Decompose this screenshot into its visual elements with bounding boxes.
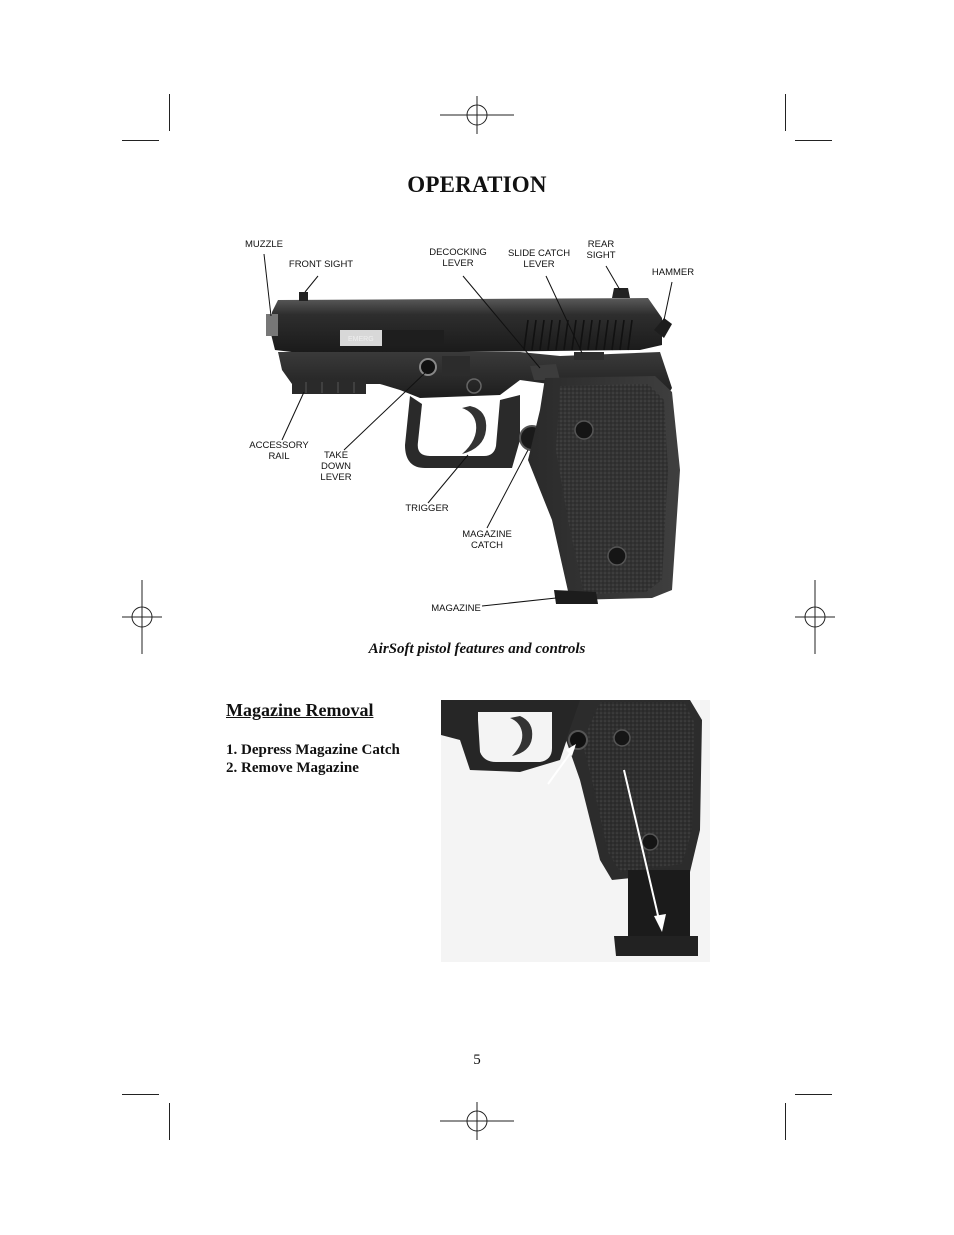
label-hammer: HAMMER: [651, 267, 695, 278]
label-rear-sight-line1: REAR: [587, 239, 615, 250]
label-accessory-line1: ACCESSORY: [249, 440, 309, 451]
section-title-magazine-removal: Magazine Removal: [226, 700, 374, 720]
slide-marking-text: EMERG: [348, 336, 374, 343]
label-mag-catch-line1: MAGAZINE: [462, 529, 512, 540]
label-slide-catch-line1: SLIDE CATCH: [507, 248, 571, 259]
step-item: 2. Remove Magazine: [226, 760, 359, 776]
label-decocking-line1: DECOCKING: [429, 247, 487, 258]
label-mag-catch-line2: CATCH: [470, 540, 504, 551]
label-slide-catch-line2: LEVER: [523, 259, 555, 270]
label-rear-sight-line2: SIGHT: [586, 250, 616, 261]
label-takedown-line2: DOWN: [320, 461, 352, 472]
label-front-sight: FRONT SIGHT: [288, 259, 354, 270]
label-muzzle: MUZZLE: [245, 239, 283, 250]
label-magazine: MAGAZINE: [431, 603, 481, 614]
label-trigger: TRIGGER: [405, 503, 449, 514]
label-decocking-line2: LEVER: [442, 258, 474, 269]
label-takedown-line1: TAKE: [323, 450, 349, 461]
page-title: OPERATION: [407, 172, 547, 197]
page-number: 5: [473, 1052, 481, 1068]
label-takedown-line3: LEVER: [320, 472, 352, 483]
label-accessory-line2: RAIL: [268, 451, 290, 462]
figure-caption: AirSoft pistol features and controls: [368, 641, 586, 657]
step-item: 1. Depress Magazine Catch: [226, 742, 400, 758]
